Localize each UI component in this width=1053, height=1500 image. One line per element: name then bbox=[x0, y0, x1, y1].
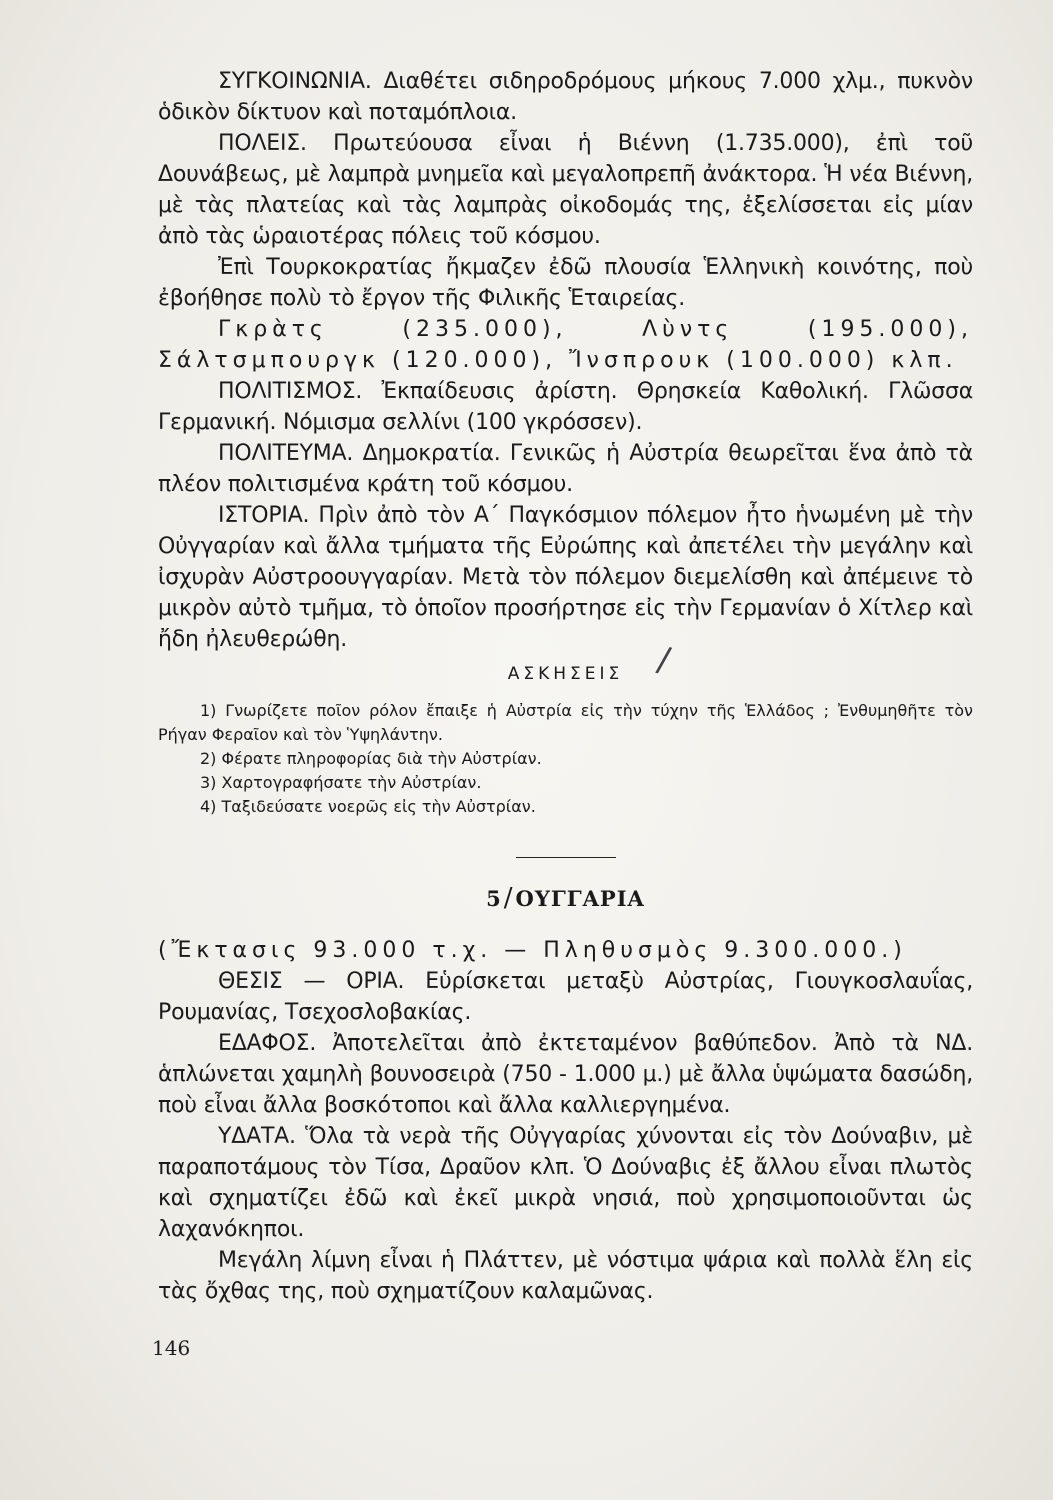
paragraph-text: Πρωτεύουσα εἶναι ἡ Βιέννη (1.735.000), ἐπὶ τοῦ Δουνάβεως, μὲ λαμπρὰ μνημεῖα καὶ μεγαλοπρεπῆ ἀνάκτορα. Ἡ νέα Βιέννη, μὲ τὰς πλατείας καὶ τὰς λαμπρὰς οἰκοδομάς της, ἐξελίσσεται εἰς μίαν ἀπὸ τὰς ὡραιοτέρας πόλεις τοῦ κόσμου. bbox=[158, 131, 973, 249]
section-label: ΙΣΤΟΡΙΑ. bbox=[218, 503, 310, 528]
exercise-item: 2) Φέρατε πληροφορίας διὰ τὴν Αὐστρίαν. bbox=[200, 749, 542, 768]
section-label: ΘΕΣΙΣ — ΟΡΙΑ. bbox=[218, 969, 405, 994]
paragraph-text: Γκρὰτς (235.000), Λὺντς (195.000), Σάλτσμπουργκ (120.000), Ἴνσπρουκ (100.000) κλπ. bbox=[158, 317, 973, 373]
paragraph-terrain bbox=[158, 1028, 973, 1121]
paragraph-lake bbox=[158, 1245, 973, 1307]
page-text bbox=[158, 66, 973, 1307]
exercise-item: 1) Γνωρίζετε ποῖον ρόλον ἔπαιξε ἡ Αὐστρία εἰς τὴν τύχην τῆς Ἑλλάδος ; Ἐνθυμηθῆτε τὸν Ρήγαν Φεραῖον καὶ τὸν Ὑψηλάντην. bbox=[158, 701, 973, 744]
stats-line: (Ἔκτασις 93.000 τ.χ. — Πληθυσμὸς 9.300.000.) bbox=[158, 938, 907, 963]
pencil-tick-icon: / bbox=[653, 639, 674, 681]
section-label: ΠΟΛΙΤΙΣΜΟΣ. bbox=[218, 379, 363, 404]
paragraph-cities bbox=[158, 128, 973, 252]
paragraph-government bbox=[158, 438, 973, 500]
exercise-item: 3) Χαρτογραφήσατε τὴν Αὐστρίαν. bbox=[200, 773, 482, 792]
paragraph-position bbox=[158, 966, 973, 1028]
paragraph-text: Δημοκρατία. Γενικῶς ἡ Αὐστρία θεωρεῖται ἕνα ἀπὸ τὰ πλέον πολιτισμένα κράτη τοῦ κόσμου. bbox=[158, 441, 973, 497]
paragraph-text: Εὑρίσκεται μεταξὺ Αὐστρίας, Γιουγκοσλαυΐας, Ρουμανίας, Τσεχοσλοβακίας. bbox=[158, 969, 973, 1025]
page-number: 146 bbox=[152, 1336, 191, 1360]
chapter-number: 5 bbox=[486, 886, 502, 911]
paragraph-other-cities bbox=[158, 314, 973, 376]
section-label: ΕΔΑΦΟΣ. bbox=[218, 1031, 317, 1056]
paragraph-text: Μεγάλη λίμνη εἶναι ἡ Πλάττεν, μὲ νόστιμα ψάρια καὶ πολλὰ ἕλη εἰς τὰς ὄχθας της, ποὺ σχηματίζουν καλαμῶνας. bbox=[158, 1248, 973, 1304]
section-label: ΣΥΓΚΟΙΝΩΝΙΑ. bbox=[218, 69, 372, 94]
paragraph-text: Διαθέτει σιδηροδρόμους μήκους 7.000 χλμ., πυκνὸν ὁδικὸν δίκτυον καὶ ποταμόπλοια. bbox=[158, 69, 973, 125]
paragraph-culture bbox=[158, 376, 973, 438]
exercise-item: 4) Ταξιδεύσατε νοερῶς εἰς τὴν Αὐστρίαν. bbox=[200, 797, 536, 816]
paragraph-history bbox=[158, 500, 973, 655]
paragraph-text: Πρὶν ἀπὸ τὸν Α΄ Παγκόσμιον πόλεμον ἦτο ἡνωμένη μὲ τὴν Οὐγγαρίαν καὶ ἄλλα τμήματα τῆς Εὐρώπης καὶ ἀπετέλει τὴν μεγάλην καὶ ἰσχυρὰν Αὐστροουγγαρίαν. Μετὰ τὸν πόλεμον διεμελίσθη καὶ ἀπέμεινε τὸ μικρὸν αὐτὸ τμῆμα, τὸ ὁποῖον προσήρτησε εἰς τὴν Γερμανίαν ὁ Χίτλερ καὶ ἤδη ἠλευθερώθη. bbox=[158, 503, 973, 652]
chapter-heading bbox=[158, 884, 973, 913]
section-label: ΥΔΑΤΑ. bbox=[218, 1124, 296, 1149]
section-label: ΠΟΛΙΤΕΥΜΑ. bbox=[218, 441, 354, 466]
paragraph-transport bbox=[158, 66, 973, 128]
pencil-mark-icon: / bbox=[503, 883, 514, 913]
paragraph-waters bbox=[158, 1121, 973, 1245]
paragraph-text: Ἐπὶ Τουρκοκρατίας ἤκμαζεν ἐδῶ πλουσία Ἑλληνικὴ κοινότης, ποὺ ἐβοήθησε πολὺ τὸ ἔργον τῆς Φιλικῆς Ἑταιρείας. bbox=[158, 255, 973, 311]
section-label: ΠΟΛΕΙΣ. bbox=[218, 131, 307, 156]
paragraph-text: Ἐκπαίδευσις ἀρίστη. Θρησκεία Καθολική. Γλῶσσα Γερμανική. Νόμισμα σελλίνι (100 γκρόσσεν). bbox=[158, 379, 973, 435]
chapter-title: ΟΥΓΓΑΡΙΑ bbox=[515, 886, 645, 911]
section-divider bbox=[516, 857, 616, 858]
paragraph-turkish-rule bbox=[158, 252, 973, 314]
paragraph-text: Ἀποτελεῖται ἀπὸ ἐκτεταμένον βαθύπεδον. Ἀπὸ τὰ ΝΔ. ἁπλώνεται χαμηλὴ βουνοσειρὰ (750 - 1.000 μ.) μὲ ἄλλα ὑψώματα δασώδη, ποὺ εἶναι ἄλλα βοσκότοποι καὶ ἄλλα καλλιεργημένα. bbox=[158, 1031, 973, 1118]
paragraph-text: Ὅλα τὰ νερὰ τῆς Οὐγγαρίας χύνονται εἰς τὸν Δούναβιν, μὲ παραποτάμους τὸν Τίσα, Δραῦον κλπ. Ὁ Δούναβις ἐξ ἄλλου εἶναι πλωτὸς καὶ σχηματίζει ἐδῶ καὶ ἐκεῖ μικρὰ νησιά, ποὺ χρησιμοποιοῦνται ὡς λαχανόκηποι. bbox=[158, 1124, 973, 1242]
exercises-heading: ΑΣΚΗΣΕΙΣ bbox=[507, 664, 624, 684]
